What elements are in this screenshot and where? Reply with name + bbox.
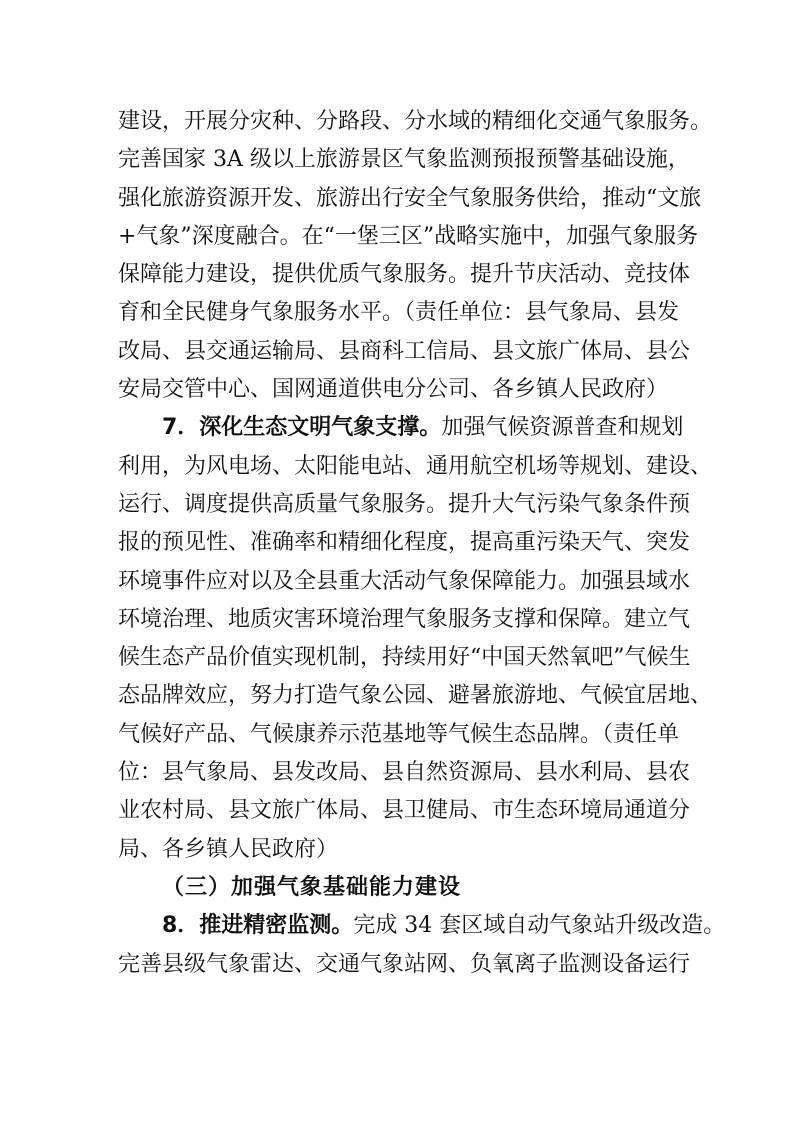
text-line: 环境治理、地质灾害环境治理气象服务支撑和保障。建立气 <box>118 606 691 632</box>
text-line: 育和全民健身气象服务水平。（责任单位：县气象局、县发 <box>118 300 680 326</box>
text-line: 局、各乡镇人民政府） <box>118 836 339 862</box>
text-line: +气象”深度融合。在“一堡三区”战略实施中，加强气象服务 <box>118 223 699 249</box>
text-span: 完成 34 套区域自动气象站升级改造。 <box>353 913 726 939</box>
paragraph-3 <box>118 907 726 984</box>
text-line: 安局交管中心、国网通道供电分公司、各乡镇人民政府） <box>118 377 669 403</box>
text-line: 完善国家 3A 级以上旅游景区气象监测预报预警基础设施， <box>118 147 690 173</box>
text-span: 加强气候资源普查和规划 <box>441 415 684 441</box>
document-page <box>118 103 726 984</box>
text-line: 强化旅游资源开发、旅游出行安全气象服务供给，推动“文旅 <box>118 185 702 211</box>
text-line: 报的预见性、准确率和精细化程度，提高重污染天气、突发 <box>118 530 691 556</box>
paragraph-1 <box>118 103 713 409</box>
text-line: 保障能力建设，提供优质气象服务。提升节庆活动、竞技体 <box>118 262 691 288</box>
item-heading: 8．推进精密监测。 <box>162 913 354 939</box>
paragraph-2 <box>118 409 713 869</box>
section-heading: （三）加强气象基础能力建设 <box>162 874 462 900</box>
text-line: 态品牌效应，努力打造气象公园、避暑旅游地、气候宜居地、 <box>118 683 713 709</box>
paragraph-first-line <box>118 907 726 945</box>
text-line: 运行、调度提供高质量气象服务。提升大气污染气象条件预 <box>118 491 691 517</box>
text-line: 完善县级气象雷达、交通气象站网、负氧离子监测设备运行 <box>118 951 691 977</box>
paragraph-first-line <box>118 409 684 447</box>
text-line: 建设，开展分灾种、分路段、分水域的精细化交通气象服务。 <box>118 109 713 134</box>
item-heading: 7．深化生态文明气象支撑。 <box>162 415 442 441</box>
text-line: 气候好产品、气候康养示范基地等气候生态品牌。（责任单 <box>118 721 680 747</box>
text-line: 业农村局、县文旅广体局、县卫健局、市生态环境局通道分 <box>118 798 691 824</box>
text-line: 改局、县交通运输局、县商科工信局、县文旅广体局、县公 <box>118 338 691 364</box>
text-line: 位：县气象局、县发改局、县自然资源局、县水利局、县农 <box>118 760 691 786</box>
text-line: 候生态产品价值实现机制，持续用好“中国天然氧吧”气候生 <box>118 645 691 671</box>
text-line: 环境事件应对以及全县重大活动气象保障能力。加强县域水 <box>118 568 691 594</box>
text-line: 利用，为风电场、太阳能电站、通用航空机场等规划、建设、 <box>118 453 713 479</box>
